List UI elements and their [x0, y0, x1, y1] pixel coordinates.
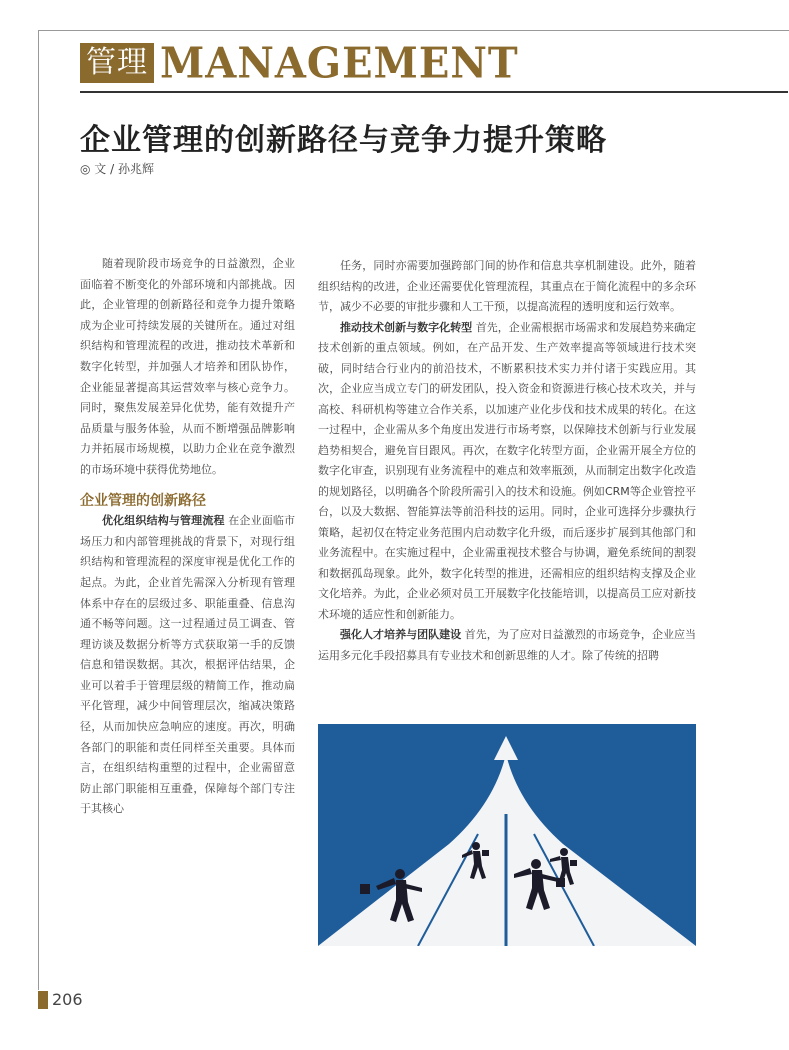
paragraph-text: 首先，为了应对日益激烈的市场竞争，企业应当运用多元化手段招募具有专业技术和创新思维的人才。除了传统的招聘 — [318, 628, 696, 662]
paragraph-lead: 强化人才培养与团队建设 — [340, 628, 462, 641]
body-paragraph — [318, 318, 696, 626]
header-divider — [80, 91, 788, 93]
section-subheading: 企业管理的创新路径 — [80, 492, 206, 509]
paragraph-lead: 优化组织结构与管理流程 — [102, 514, 225, 528]
page-folio — [38, 990, 83, 1009]
body-paragraph — [80, 511, 295, 820]
page-frame-top-rule — [38, 30, 789, 31]
section-header — [80, 40, 519, 86]
page-number: 206 — [52, 990, 83, 1009]
paragraph-lead: 推动技术创新与数字化转型 — [340, 320, 473, 334]
left-column — [80, 254, 295, 820]
business-race-illustration — [318, 724, 696, 946]
paragraph-text: 在企业面临市场压力和内部管理挑战的背景下，对现行组织结构和管理流程的深度审视是优化工作的起点。为此，企业首先需深入分析现有管理体系中存在的层级过多、职能重叠、信息沟通不畅等问题。这一过程通过员工调查、管理访谈及数据分析等方式获取第一手的反馈信息和错误数据。其次，根据评估结果，企业可以着手于管理层级的精简工作，推动扁平化管理，减少中间管理层次，缩减决策路径，从而加快应急响应的速度。再次，明确各部门的职能和责任同样至关重要。具体而言，在组织结构重塑的过程中，企业需留意防止部门职能相互重叠，保障每个部门专注于其核心 — [80, 514, 296, 816]
right-column — [318, 256, 696, 666]
folio-marker — [38, 991, 48, 1009]
paragraph-text: 首先，企业需根据市场需求和发展趋势来确定技术创新的重点领域。例如，在产品开发、生产效率提高等领域进行技术突破，同时结合行业内的前沿技术，不断累积技术实力并付诸于实践应用。其次，企业应当成立专门的研发团队，投入资金和资源进行核心技术攻关，并与高校、科研机构等建立合作关系，以加速产业化步伐和技术成果的转化。在这一过程中，企业需从多个角度出发进行市场考察，以保障技术创新与行业发展趋势相契合，避免盲目跟风。再次，在数字化转型方面，企业需开展全方位的数字化审查，识别现有业务流程中的难点和效率瓶颈，从而制定出数字化改造的规划路径，以明确各个阶段所需引入的技术和设施。例如CRM等企业管控平台，以及大数据、智能算法等前沿科技的运用。同时，企业可选择分步骤执行策略，起初仅在特定业务范围内启动数字化升级，而后逐步扩展到其他部门和业务流程中。在实施过程中，企业需重视技术整合与协调，避免系统间的割裂和数据孤岛现象。此外，数字化转型的推进，还需相应的组织结构支撑及企业文化培养。为此，企业必须对员工开展数字化技能培训，以提高员工应对新技术环境的适应性和创新能力。 — [318, 320, 696, 621]
article-byline: ◎ 文 / 孙兆辉 — [80, 162, 154, 176]
article-title: 企业管理的创新路径与竞争力提升策略 — [80, 123, 607, 158]
page-frame-left-rule — [38, 30, 39, 990]
article-illustration — [318, 724, 696, 946]
body-paragraph: 任务，同时亦需要加强跨部门间的协作和信息共享机制建设。此外，随着组织结构的改进，企业还需要优化管理流程，其重点在于简化流程中的多余环节，减少不必要的审批步骤和人工干预，以提高流程的透明度和运行效率。 — [318, 259, 696, 313]
section-label-en: MANAGEMENT — [160, 38, 519, 88]
section-label-cn: 管理 — [80, 43, 154, 83]
intro-paragraph: 随着现阶段市场竞争的日益激烈，企业面临着不断变化的外部环境和内部挑战。因此，企业管理的创新路径和竞争力提升策略成为企业可持续发展的关键所在。通过对组织结构和管理流程的改进，推动技术革新和数字化转型，并加强人才培养和团队协作，企业能显著提高其运营效率与核心竞争力。同时，聚焦发展差异化优势，能有效提升产品质量与服务体验，从而不断增强品牌影响力并拓展市场规模，以助力企业在竞争激烈的市场环境中获得优势地位。 — [80, 257, 295, 476]
body-paragraph — [318, 625, 696, 666]
